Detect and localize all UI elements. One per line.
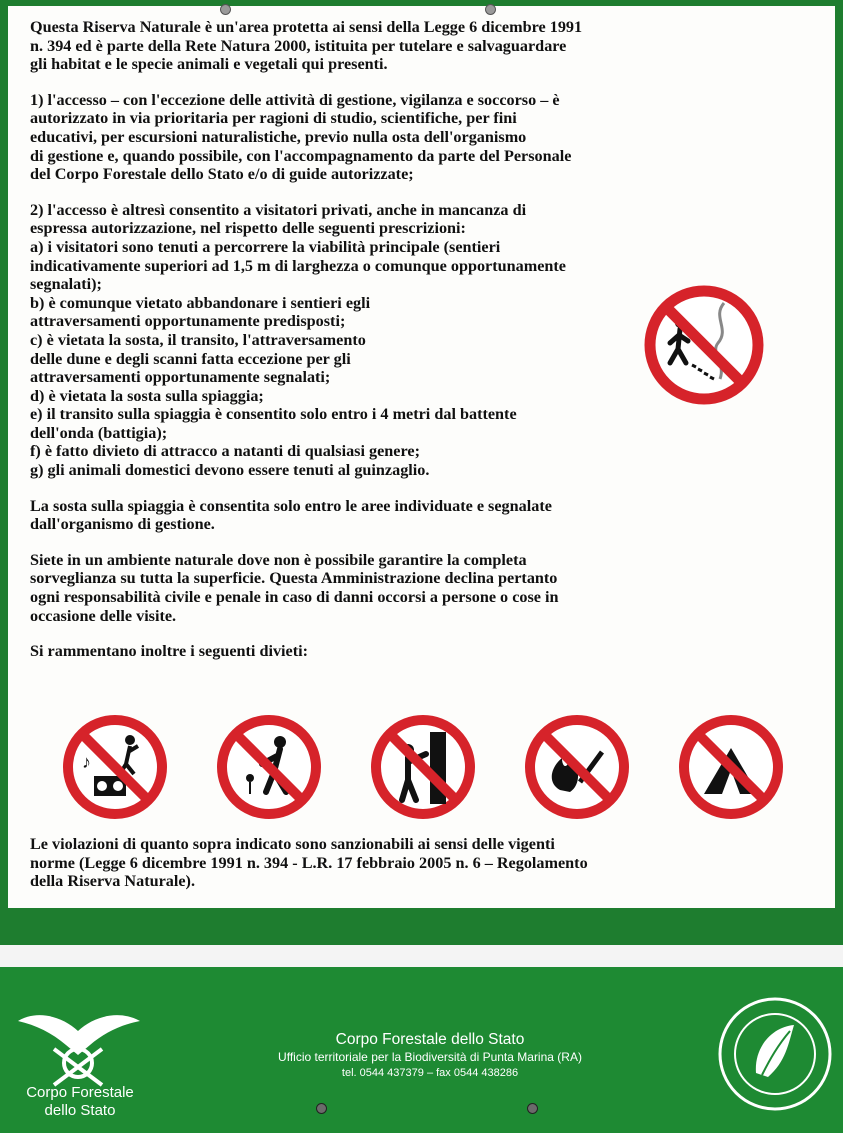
- svg-text:♪: ♪: [82, 752, 91, 772]
- footer-plate: [0, 967, 843, 1133]
- footer-contacts: tel. 0544 437379 – fax 0544 438286: [341, 1067, 519, 1079]
- footer-subtitle: Ufficio territoriale per la Biodiversità di Punta Marina (RA): [278, 1050, 582, 1064]
- no-walking-on-dunes-icon: [640, 283, 768, 407]
- board-gap: [0, 945, 843, 967]
- rule-2-paragraph: 2) l'accesso è altresì consentito a visitatori privati, anche in mancanza di espressa autorizzazione, nel rispetto delle seguenti prescrizioni: a) i visitatori sono tenuti a percorrere la viabilità principale (sentieri indicativamente superiori ad 1,5 m di larghezza o comunque opportunamente segnalati); b) è comunque vietato abbandonare i sentieri egli attraversamenti opportunamente predisposti; c) è vietata la sosta, il transito, l'attraversamento delle dune e degli scanni fatta eccezione per gli attraversamenti opportunamente segnalati; d) è vietata la sosta sulla spiaggia; e) il transito sulla spiaggia è consentito solo entro i 4 metri dal battente dell'onda (battigia); f) è fatto divieto di attracco a natanti di qualsiasi genere; g) gli animali domestici devono essere tenuti al guinzaglio.: [30, 200, 566, 480]
- screw: [485, 4, 496, 15]
- no-fire-icon: [522, 712, 632, 822]
- screw: [316, 1103, 327, 1114]
- no-loud-music-icon: [60, 712, 170, 822]
- footer-title: Corpo Forestale dello Stato: [335, 1031, 525, 1048]
- screw: [220, 4, 231, 15]
- logo-caption: Corpo Forestale dello Stato: [26, 1084, 134, 1119]
- no-damaging-trees-icon: [368, 712, 478, 822]
- disclaimer-paragraph: Siete in un ambiente naturale dove non è possibile garantire la completa sorveglianza su tutta la superficie. Questa Amministrazione declina pertanto ogni responsabilità civile e penale in caso di danni occorsi a persone o cose in occasione delle visite.: [30, 550, 559, 625]
- beach-paragraph: La sosta sulla spiaggia è consentita solo entro le aree individuate e segnalate dall'organismo di gestione.: [30, 496, 552, 534]
- no-picking-flowers-icon: [214, 712, 324, 822]
- intro-paragraph: Questa Riserva Naturale è un'area protetta ai sensi della Legge 6 dicembre 1991 n. 394 ed è parte della Rete Natura 2000, istituita per tutelare e salvaguardare gli habitat e le specie animali e vegetali qui presenti.: [30, 18, 583, 74]
- no-camping-icon: [676, 712, 786, 822]
- screw: [527, 1103, 538, 1114]
- violations-text: [30, 835, 782, 891]
- violations-paragraph: Le violazioni di quanto sopra indicato sono sanzionabili ai sensi delle vigenti norme (Legge 6 dicembre 1991 n. 394 - L.R. 17 febbraio 2005 n. 6 – Regolamento della Riserva Naturale).: [30, 835, 588, 891]
- biodiversity-seal-icon: [716, 995, 834, 1113]
- reminder-heading: Si rammentano inoltre i seguenti divieti:: [30, 642, 309, 661]
- rule-1-paragraph: 1) l'accesso – con l'eccezione delle attività di gestione, vigilanza e soccorso – è autorizzato in via prioritaria per ragioni di studio, scientifiche, per fini educativi, per escursioni naturalistiche, previo nulla osta dell'organismo di gestione e, quando possibile, con l'accompagnamento da parte del Personale del Corpo Forestale dello Stato e/o di guide autorizzate;: [30, 90, 572, 184]
